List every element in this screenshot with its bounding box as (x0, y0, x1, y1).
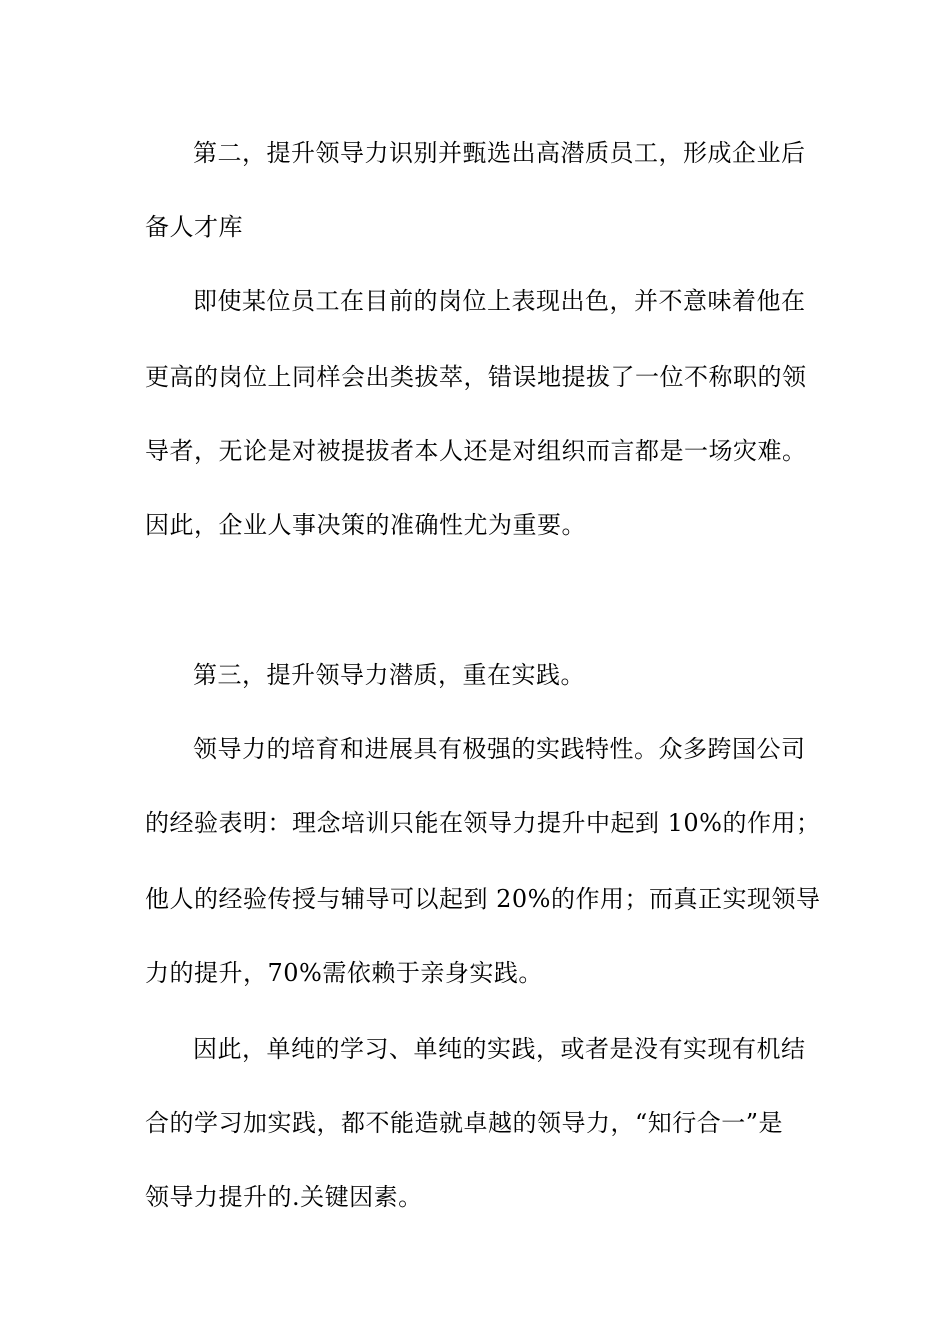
text-line: 第二，提升领导力识别并甄选出高潜质员工，形成企业后 (193, 139, 806, 167)
text-line: 因此，企业人事决策的准确性尤为重要。 (145, 511, 586, 539)
text-line: 力的提升，70%需依赖于亲身实践。 (145, 959, 543, 987)
text-line: 因此，单纯的学习、单纯的实践，或者是没有实现有机结 (193, 1035, 806, 1063)
text-line: 合的学习加实践，都不能造就卓越的领导力，“知行合一”是 (145, 1109, 784, 1137)
text-line: 更高的岗位上同样会出类拔萃，错误地提拔了一位不称职的领 (145, 363, 807, 391)
text-line: 第三，提升领导力潜质，重在实践。 (193, 661, 585, 689)
text-line: 备人才库 (145, 213, 243, 241)
text-line: 领导力的培育和进展具有极强的实践特性。众多跨国公司 (193, 735, 806, 763)
text-line: 领导力提升的.关键因素。 (145, 1183, 423, 1211)
text-line: 他人的经验传授与辅导可以起到 20%的作用；而真正实现领导 (145, 885, 821, 913)
text-line: 导者，无论是对被提拔者本人还是对组织而言都是一场灾难。 (145, 437, 807, 465)
text-line: 的经验表明：理念培训只能在领导力提升中起到 10%的作用； (145, 809, 821, 837)
text-line: 即使某位员工在目前的岗位上表现出色，并不意味着他在 (193, 287, 806, 315)
